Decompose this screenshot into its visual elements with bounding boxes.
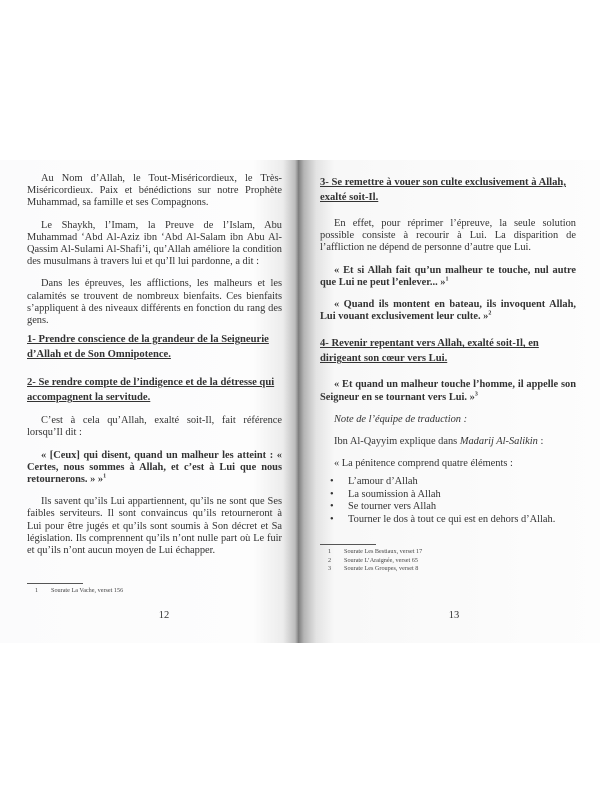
footnote-divider: [320, 544, 376, 545]
right-page: [298, 160, 600, 643]
explanation-paragraph: En effet, pour réprimer l’épreuve, la seule solution possible consiste à recourir à Lui. La disparition de l’affliction ne dépend de personne d’autre que Lui.: [320, 218, 576, 254]
list-item: • Tourner le dos à tout ce qui est en dehors d’Allah.: [330, 514, 576, 527]
footnote-number: 1: [35, 587, 39, 595]
intro-suffix: :: [537, 436, 544, 448]
section-heading-3: 3- Se remettre à vouer son culte exclusivement à Allah, exalté soit-Il.: [320, 177, 566, 203]
quran-quote: [27, 450, 282, 487]
opening-invocation: Au Nom d’Allah, le Tout-Miséricordieux, le Très-Miséricordieux. Paix et bénédictions sur notre Prophète Muhammad, sa famille et ses Compagnons.: [27, 173, 282, 209]
translator-note-title: Note de l’équipe de traduction :: [334, 413, 468, 425]
explanation-paragraph: Ils savent qu’ils Lui appartiennent, qu’ils ne sont que Ses faibles serviteurs. Il sont convaincus qu’ils retourneront à Lui pour être jugés et qu’ils sont soumis à Son décret et Sa législation. Ils comprennent qu’ils n’ont nulle part où Le fuir et qu’ils n’ont aucun moyen de Lui échapper.: [27, 496, 282, 557]
intro-text: Ibn Al-Qayyim explique dans: [334, 436, 460, 448]
page-number: 13: [448, 609, 460, 621]
footnote: [320, 548, 576, 557]
footnote-number: 1: [328, 548, 332, 556]
translator-note-intro: [320, 436, 576, 448]
penitence-quote: « La pénitence comprend quatre éléments :: [334, 458, 513, 470]
footnote-divider: [27, 583, 83, 584]
footnote: [320, 557, 576, 566]
footnote-number: 3: [328, 565, 332, 573]
section-heading-2: 2- Se rendre compte de l’indigence et de la détresse qui accompagnent la servitude.: [27, 377, 275, 404]
intro-paragraph: Dans les épreuves, les afflictions, les malheurs et les calamités se trouvent de nombreux bienfaits. Ces bienfaits s’appliquent à des niveaux différents en fonction du rang des gens.: [27, 278, 282, 327]
page-number: 12: [158, 609, 170, 621]
penitence-elements-list: [320, 476, 576, 526]
quote-text: « Et si Allah fait qu’un malheur te touche, nul autre que Lui ne peut l’enlever... »: [320, 264, 576, 288]
footnote-ref: 3: [474, 391, 478, 398]
reference-paragraph: C’est à cela qu’Allah, exalté soit-Il, fait référence lorsqu’Il dit :: [27, 415, 282, 439]
quote-text: « Quand ils montent en bateau, ils invoquent Allah, Lui vouant exclusivement leur culte. »: [320, 299, 576, 323]
quote-text: « Et quand un malheur touche l’homme, il appelle son Seigneur en se tournant vers Lui. »: [320, 379, 576, 403]
section-heading-4: 4- Revenir repentant vers Allah, exalté soit-Il, en dirigeant son cœur vers Lui.: [320, 338, 539, 365]
quran-quote-1: [320, 265, 576, 289]
footnote: [27, 587, 282, 596]
section-heading-1: 1- Prendre conscience de la grandeur de la Seigneurie d’Allah et de Son Omnipotence.: [27, 334, 269, 361]
list-item: • La soumission à Allah: [330, 489, 576, 502]
footnote-text: Sourate Les Bestiaux, verset 17: [344, 548, 423, 556]
quran-quote-3: [320, 379, 576, 403]
quote-text: « [Ceux] qui disent, quand un malheur les atteint : « Certes, nous sommes à Allah, et c’est à Lui que nous retournerons. » »: [27, 449, 282, 486]
footnote-text: Sourate La Vache, verset 156: [51, 587, 124, 595]
list-item: • L’amour d’Allah: [330, 476, 576, 489]
footnote: [320, 565, 576, 574]
author-intro: Le Shaykh, l’Imam, la Preuve de l’Islam, Abu Muhammad ‘Abd Al-Aziz ibn ‘Abd Al-Salam ibn Abu Al-Qassim Al-Sulami Al-Shafi’i, qu’Allah améliore la condition des musulmans à travers lui et qu’Il lui pardonne, a dit :: [27, 219, 282, 268]
footnote-ref: 1: [445, 276, 449, 283]
list-item: • Se tourner vers Allah: [330, 501, 576, 514]
quran-quote-2: [320, 299, 576, 323]
open-book: [0, 160, 600, 643]
footnote-text: Sourate L’Araignée, verset 65: [344, 556, 418, 564]
footnote-ref: 1: [103, 473, 107, 480]
footnote-number: 2: [328, 556, 332, 564]
left-page: [0, 160, 298, 643]
footnote-ref: 2: [488, 310, 492, 317]
footnote-text: Sourate Les Groupes, verset 8: [344, 565, 419, 573]
book-title: Madarij Al-Salikin: [459, 436, 538, 448]
